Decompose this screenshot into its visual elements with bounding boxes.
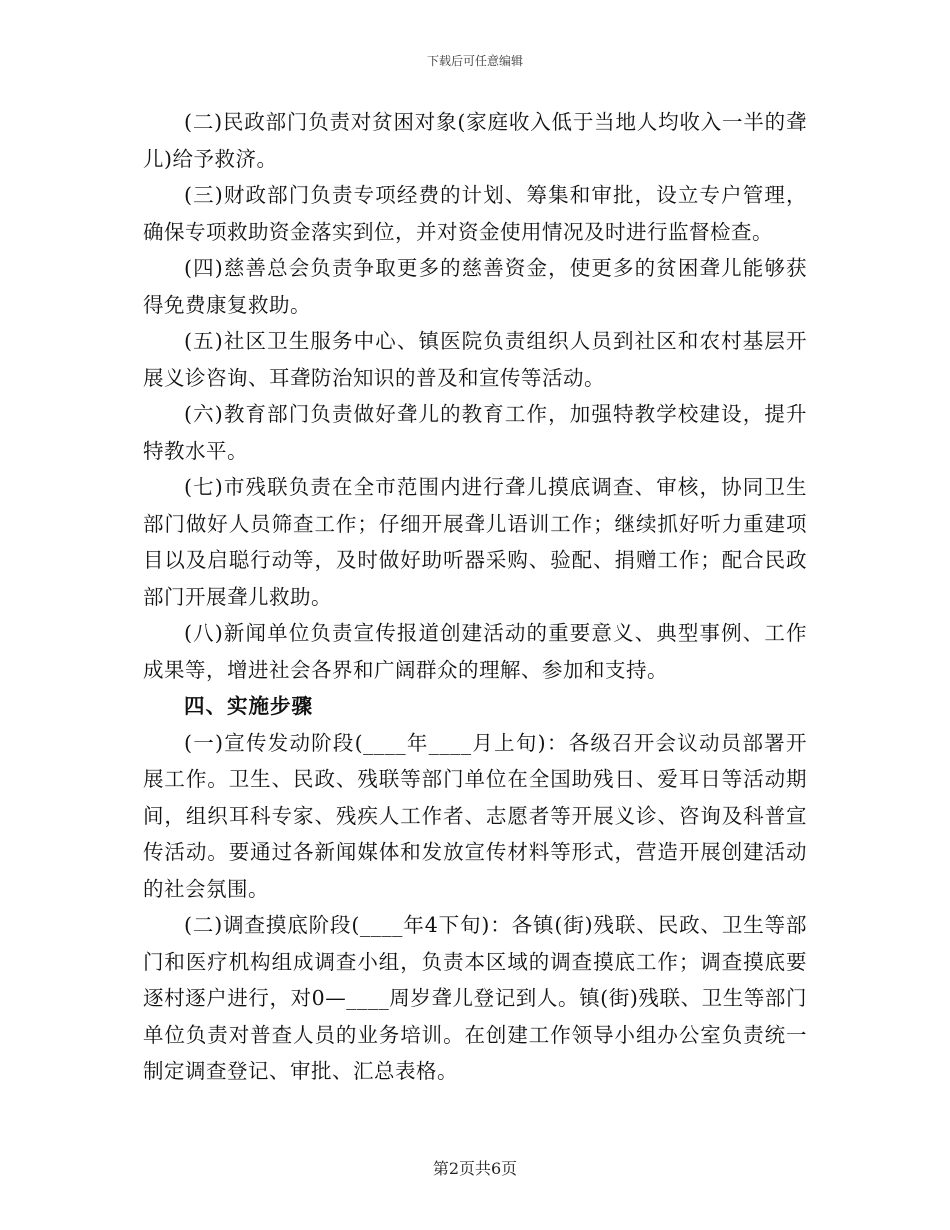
paragraph-finance: (三)财政部门负责专项经费的计划、筹集和审批，设立专户管理，确保专项救助资金落实到位，并对资金使用情况及时进行监督检查。: [143, 183, 807, 244]
document-body: [143, 104, 807, 1090]
paragraph-step-publicity: (一)宣传发动阶段(____年____月上旬)：各级召开会议动员部署开展工作。卫生、民政、残联等部门单位在全国助残日、爱耳日等活动期间，组织耳科专家、残疾人工作者、志愿者等开展义诊、咨询及科普宣传活动。要通过各新闻媒体和发放宣传材料等形式，营造开展创建活动的社会氛围。: [143, 730, 807, 901]
paragraph-step-survey: (二)调查摸底阶段(____年4下旬)：各镇(街)残联、民政、卫生等部门和医疗机构组成调查小组，负责本区域的调查摸底工作；调查摸底要逐村逐户进行，对0—____周岁聋儿登记到人。镇(街)残联、卫生等部门单位负责对普查人员的业务培训。在创建工作领导小组办公室负责统一制定调查登记、审批、汇总表格。: [143, 913, 807, 1083]
page-number: 第2页共6页: [432, 1159, 518, 1178]
paragraph-disabled-federation: (七)市残联负责在全市范围内进行聋儿摸底调查、审核，协同卫生部门做好人员筛查工作；仔细开展聋儿语训工作；继续抓好听力重建项目以及启聪行动等，及时做好助听器采购、验配、捐赠工作；配合民政部门开展聋儿救助。: [143, 475, 807, 609]
page-header: 下载后可任意编辑: [426, 54, 523, 68]
paragraph-charity: (四)慈善总会负责争取更多的慈善资金，使更多的贫困聋儿能够获得免费康复救助。: [143, 256, 807, 317]
section-heading: 四、实施步骤: [184, 694, 313, 718]
paragraph-education: (六)教育部门负责做好聋儿的教育工作，加强特教学校建设，提升特教水平。: [143, 402, 807, 463]
paragraph-news-media: (八)新闻单位负责宣传报道创建活动的重要意义、典型事例、工作成果等，增进社会各界和广阔群众的理解、参加和支持。: [143, 621, 807, 682]
paragraph-civil-affairs: (二)民政部门负责对贫困对象(家庭收入低于当地人均收入一半的聋儿)给予救济。: [143, 110, 807, 171]
paragraph-community-health: (五)社区卫生服务中心、镇医院负责组织人员到社区和农村基层开展义诊咨询、耳聋防治知识的普及和宣传等活动。: [143, 329, 807, 390]
